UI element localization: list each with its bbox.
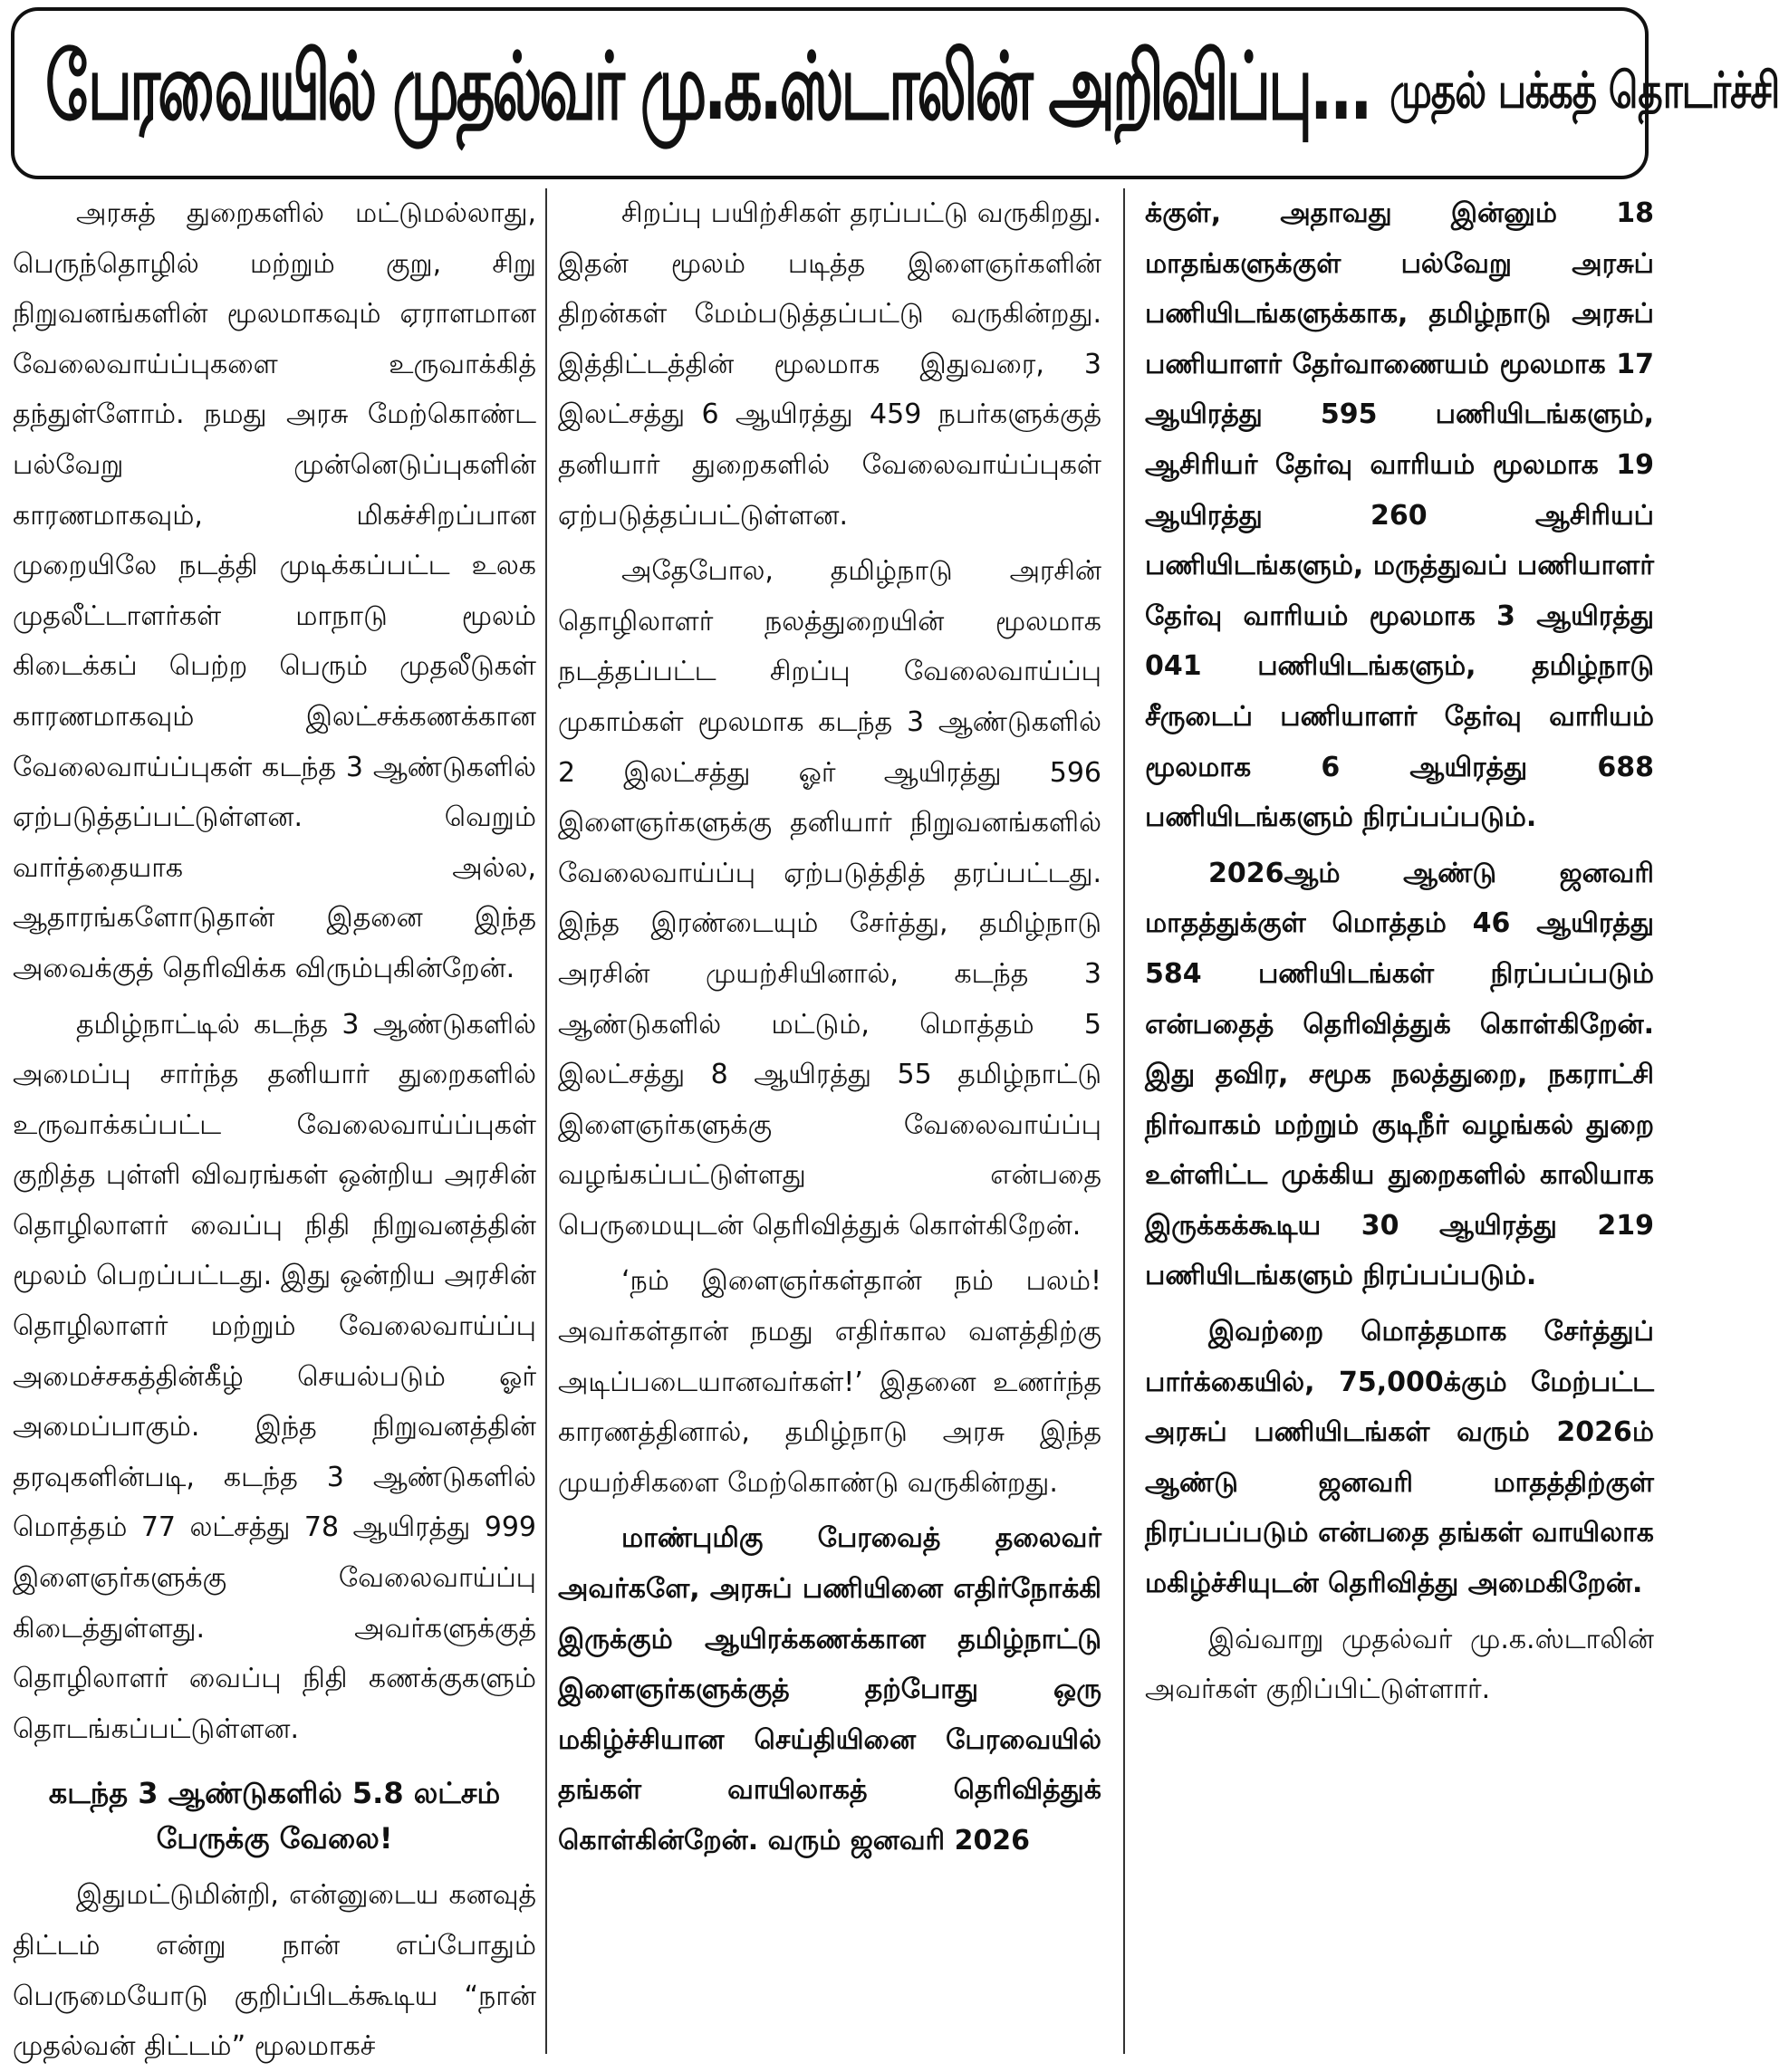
paragraph: இதுமட்டுமின்றி, என்னுடைய கனவுத் திட்டம் என்று நான் எப்போதும் பெருமையோடு குறிப்பிடக்கூடிய “நான் முதல்வன் திட்டம்” மூலமாகச் (13, 1879, 536, 2063)
article-column-3 (1145, 188, 1654, 2054)
column-divider (1123, 188, 1125, 2054)
paragraph-bold: இவற்றை மொத்தமாக சேர்த்துப் பார்க்கையில், 75,000க்கும் மேற்பட்ட அரசுப் பணியிடங்கள் வரும் 2026ம் ஆண்டு ஜனவரி மாதத்திற்குள் நிரப்பப்படும் என்பதை தங்கள் வாயிலாக மகிழ்ச்சியுடன் தெரிவித்து அமைகிறேன். (1145, 1316, 1654, 1600)
column-divider (545, 188, 547, 2054)
paragraph: இவ்வாறு முதல்வர் மு.க.ஸ்டாலின் அவர்கள் குறிப்பிட்டுள்ளார். (1145, 1623, 1654, 1706)
paragraph: அதேபோல, தமிழ்நாடு அரசின் தொழிலாளர் நலத்துறையின் மூலமாக நடத்தப்பட்ட சிறப்பு வேலைவாய்ப்பு முகாம்கள் மூலமாக கடந்த 3 ஆண்டுகளில் 2 இலட்சத்து ஓர் ஆயிரத்து 596 இளைஞர்களுக்கு தனியார் நிறுவனங்களில் வேலைவாய்ப்பு ஏற்படுத்தித் தரப்பட்டது. இந்த இரண்டையும் சேர்த்து, தமிழ்நாடு அரசின் முயற்சியினால், கடந்த 3 ஆண்டுகளில் மட்டும், மொத்தம் 5 இலட்சத்து 8 ஆயிரத்து 55 தமிழ்நாட்டு இளைஞர்களுக்கு வேலைவாய்ப்பு வழங்கப்பட்டுள்ளது என்பதை பெருமையுடன் தெரிவித்துக் கொள்கிறேன். (558, 555, 1101, 1242)
paragraph: அரசுத் துறைகளில் மட்டுமல்லாது, பெருந்தொழில் மற்றும் குறு, சிறு நிறுவனங்களின் மூலமாகவும் ஏராளமான வேலைவாய்ப்புகளை உருவாக்கித் தந்துள்ளோம். நமது அரசு மேற்கொண்ட பல்வேறு முன்னெடுப்புகளின் காரணமாகவும், மிகச்சிறப்பான முறையிலே நடத்தி முடிக்கப்பட்ட உலக முதலீட்டாளர்கள் மாநாடு மூலம் கிடைக்கப் பெற்ற பெரும் முதலீடுகள் காரணமாகவும் இலட்சக்கணக்கான வேலைவாய்ப்புகள் கடந்த 3 ஆண்டுகளில் ஏற்படுத்தப்பட்டுள்ளன. வெறும் வார்த்தையாக அல்ல, ஆதாரங்களோடுதான் இதனை இந்த அவைக்குத் தெரிவிக்க விரும்புகின்றேன். (13, 197, 536, 984)
article-column-2 (558, 188, 1101, 2054)
paragraph: தமிழ்நாட்டில் கடந்த 3 ஆண்டுகளில் அமைப்பு சார்ந்த தனியார் துறைகளில் உருவாக்கப்பட்ட வேலைவாய்ப்புகள் குறித்த புள்ளி விவரங்கள் ஒன்றிய அரசின் தொழிலாளர் வைப்பு நிதி நிறுவனத்தின் மூலம் பெறப்பட்டது. இது ஒன்றிய அரசின் தொழிலாளர் மற்றும் வேலைவாய்ப்பு அமைச்சகத்தின்கீழ் செயல்படும் ஓர் அமைப்பாகும். இந்த நிறுவனத்தின் தரவுகளின்படி, கடந்த 3 ஆண்டுகளில் மொத்தம் 77 லட்சத்து 78 ஆயிரத்து 999 இளைஞர்களுக்கு வேலைவாய்ப்பு கிடைத்துள்ளது. அவர்களுக்குத் தொழிலாளர் வைப்பு நிதி கணக்குகளும் தொடங்கப்பட்டுள்ளன. (13, 1008, 536, 1745)
section-subheading: கடந்த 3 ஆண்டுகளில் 5.8 லட்சம் பேருக்கு வேலை! (48, 1776, 501, 1856)
paragraph-bold: மாண்புமிகு பேரவைத் தலைவர் அவர்களே, அரசுப் பணியினை எதிர்நோக்கி இருக்கும் ஆயிரக்கணக்கான தமிழ்நாட்டு இளைஞர்களுக்குத் தற்போது ஒரு மகிழ்ச்சியான செய்தியினை பேரவையில் தங்கள் வாயிலாகத் தெரிவித்துக் கொள்கின்றேன். வரும் ஜனவரி 2026 (558, 1522, 1101, 1856)
paragraph: சிறப்பு பயிற்சிகள் தரப்பட்டு வருகிறது. இதன் மூலம் படித்த இளைஞர்களின் திறன்கள் மேம்படுத்தப்பட்டு வருகின்றது. இத்திட்டத்தின் மூலமாக இதுவரை, 3 இலட்சத்து 6 ஆயிரத்து 459 நபர்களுக்குத் தனியார் துறைகளில் வேலைவாய்ப்புகள் ஏற்படுத்தப்பட்டுள்ளன. (558, 197, 1101, 532)
paragraph: ‘நம் இளைஞர்கள்தான் நம் பலம்! அவர்கள்தான் நமது எதிர்கால வளத்திற்கு அடிப்படையானவர்கள்!’ இதனை உணர்ந்த காரணத்தினால், தமிழ்நாடு அரசு இந்த முயற்சிகளை மேற்கொண்டு வருகின்றது. (558, 1265, 1101, 1499)
paragraph-bold: க்குள், அதாவது இன்னும் 18 மாதங்களுக்குள் பல்வேறு அரசுப் பணியிடங்களுக்காக, தமிழ்நாடு அரசுப் பணியாளர் தேர்வாணையம் மூலமாக 17 ஆயிரத்து 595 பணியிடங்களும், ஆசிரியர் தேர்வு வாரியம் மூலமாக 19 ஆயிரத்து 260 ஆசிரியப் பணியிடங்களும், மருத்துவப் பணியாளர் தேர்வு வாரியம் மூலமாக 3 ஆயிரத்து 041 பணியிடங்களும், தமிழ்நாடு சீருடைப் பணியாளர் தேர்வு வாரியம் மூலமாக 6 ஆயிரத்து 688 பணியிடங்களும் நிரப்பப்படும். (1145, 197, 1654, 834)
paragraph-bold: 2026ஆம் ஆண்டு ஜனவரி மாதத்துக்குள் மொத்தம் 46 ஆயிரத்து 584 பணியிடங்கள் நிரப்பப்படும் என்பதைத் தெரிவித்துக் கொள்கிறேன். இது தவிர, சமூக நலத்துறை, நகராட்சி நிர்வாகம் மற்றும் குடிநீர் வழங்கல் துறை உள்ளிட்ட முக்கிய துறைகளில் காலியாக இருக்கக்கூடிய 30 ஆயிரத்து 219 பணியிடங்களும் நிரப்பப்படும். (1145, 857, 1654, 1292)
headline-box (11, 7, 1779, 179)
headline-title: பேரவையில் முதல்வர் மு.க.ஸ்டாலின் அறிவிப்பு... (45, 33, 1370, 141)
headline-continued-label: முதல் பக்கத் தொடர்ச்சி (1390, 61, 1779, 119)
article-column-1 (13, 188, 536, 2063)
